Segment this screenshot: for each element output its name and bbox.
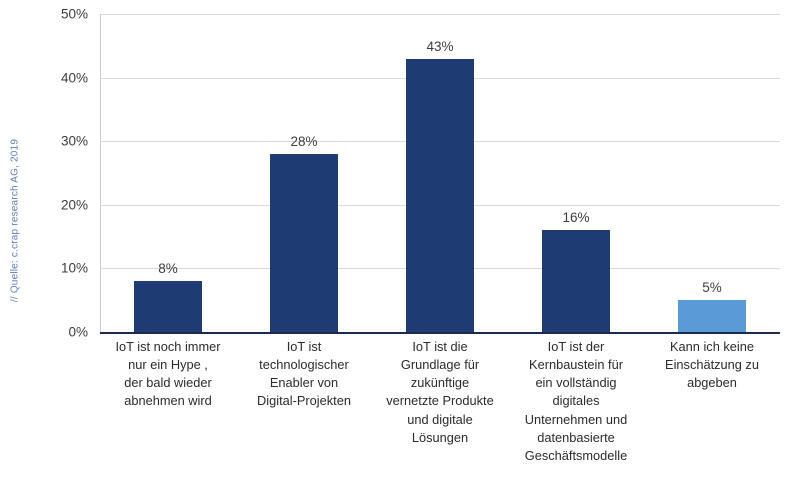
- bar[interactable]: [270, 133, 338, 332]
- y-axis-tick-label: 20%: [60, 197, 88, 213]
- plot-area: [60, 6, 780, 340]
- category-label-line: zukünftige: [410, 375, 470, 391]
- category-label-line: Digital-Projekten: [257, 393, 351, 409]
- bar-value-label: 8%: [158, 261, 178, 277]
- x-axis-category-label: [644, 338, 780, 392]
- y-axis-tick-label: 40%: [60, 70, 88, 86]
- bar[interactable]: [678, 280, 746, 332]
- x-axis-category-label: [236, 338, 372, 411]
- y-axis-tick-label: 30%: [60, 133, 88, 149]
- category-label-line: IoT ist: [286, 339, 322, 354]
- y-axis-tick-label: 0%: [68, 324, 88, 340]
- category-label-line: der bald wieder: [124, 375, 212, 391]
- y-axis-tick-label: 10%: [60, 260, 88, 276]
- category-label-line: Einschätzung zu: [665, 357, 759, 373]
- category-label-line: Enabler von: [269, 375, 339, 391]
- category-label-line: Kernbaustein für: [529, 357, 623, 373]
- bar-slot: [100, 14, 236, 332]
- x-axis-category-label: [508, 338, 644, 465]
- category-label-line: Lösungen: [411, 429, 469, 445]
- bar-value-label: 5%: [702, 280, 722, 296]
- category-label-line: IoT ist die: [412, 339, 468, 354]
- bar-value-label: 28%: [290, 133, 318, 149]
- category-label-line: IoT ist noch immer: [115, 339, 221, 354]
- bar-slot: [236, 14, 372, 332]
- bar[interactable]: [134, 261, 202, 332]
- category-label-line: digitales: [552, 393, 600, 409]
- category-label-line: abnehmen wird: [124, 393, 212, 409]
- category-label-line: Kann ich keine: [670, 339, 754, 354]
- bar[interactable]: [542, 210, 610, 332]
- category-label-line: Unternehmen und: [524, 411, 628, 427]
- category-label-line: Geschäftsmodelle: [524, 447, 628, 463]
- category-label-line: vernetzte Produkte: [386, 393, 494, 409]
- source-credit: [0, 0, 26, 479]
- category-label-line: ein vollständig: [535, 375, 617, 391]
- category-label-line: und digitale: [407, 411, 473, 427]
- category-label-line: IoT ist der: [547, 339, 605, 354]
- bar-value-label: 16%: [562, 210, 590, 226]
- category-label-line: technologischer: [259, 357, 349, 373]
- bar-value-label: 43%: [426, 38, 454, 54]
- category-label-line: datenbasierte: [537, 429, 615, 445]
- x-axis-category-label: [100, 338, 236, 411]
- bar-series: [100, 14, 780, 332]
- source-credit-label: // Quelle: c.crap research AG, 2019: [9, 138, 21, 303]
- bar-slot: [372, 14, 508, 332]
- x-axis-category-label: [372, 338, 508, 447]
- category-label-line: nur ein Hype ,: [128, 357, 208, 373]
- bar-slot: [644, 14, 780, 332]
- category-label-line: Grundlage für: [400, 357, 480, 373]
- category-label-line: abgeben: [687, 375, 737, 391]
- bar[interactable]: [406, 38, 474, 332]
- bar-slot: [508, 14, 644, 332]
- gridline: [68, 324, 780, 340]
- x-axis-category-labels: [100, 338, 780, 473]
- y-axis-tick-label: 50%: [60, 6, 88, 22]
